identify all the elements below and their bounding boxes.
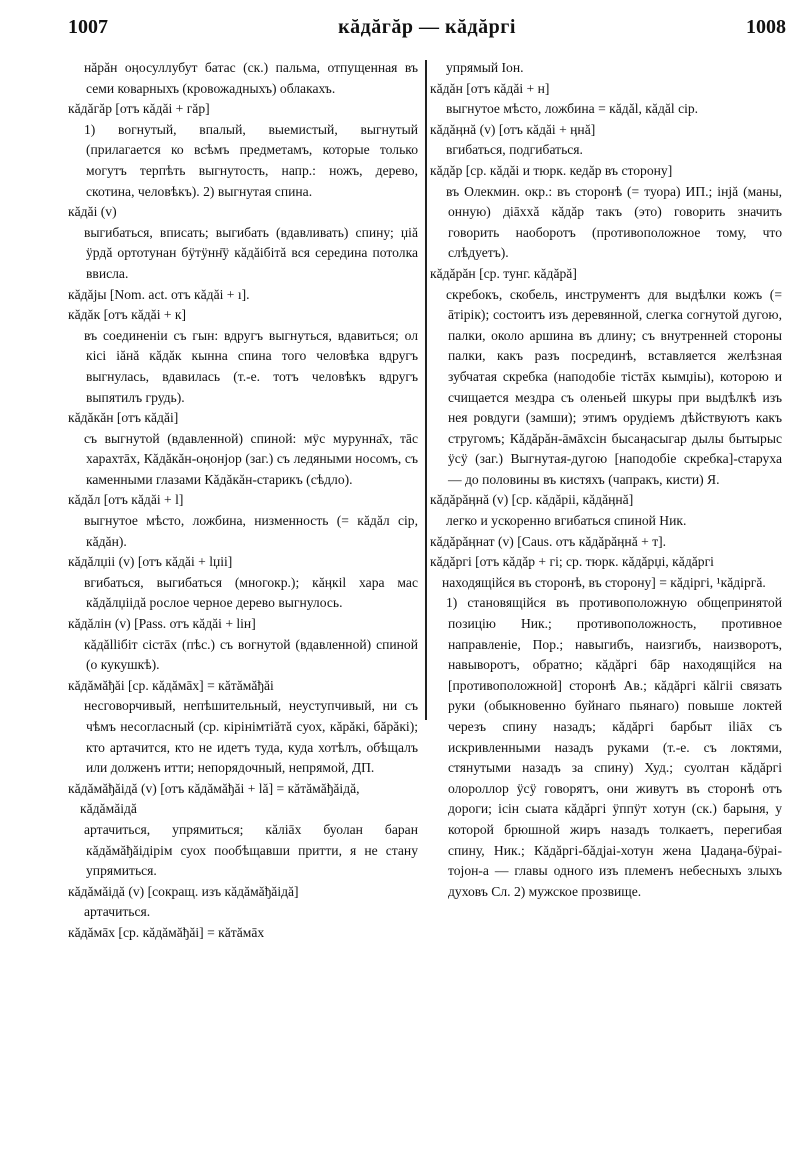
- entry-headword: кăдăрăӊнă (v) [ср. кăдăріі, кăдăӊнă]: [430, 492, 634, 508]
- entry-definition: вгибаться, подгибаться.: [446, 142, 583, 158]
- entry-definition: съ выгнутой (вдавленной) спиной: мÿс мурунна̄х, тāс харахтāх, Кăдăкăн-оӊонјор (заг.) съ ледяными носомъ, съ каменными глазами Кăдăкăн-старикъ (сѣдло).: [84, 430, 418, 487]
- dictionary-entry: [68, 490, 418, 552]
- entry-definition: 1) становящійся въ противоположную общепринятой позицію Ник.; противоположность, противное направленіе, Пор.; навыгибъ, наизгибъ, наизворотъ, навыворотъ, обратно; кăдăргі бāр находящійся на [противоположной] сторонѣ Ав.; кăдăргі кălгіі связать руки (обыкновенно буйнаго пьянаго) повыше локтей черезъ спину назадъ; кăдăргі барбыт іliāх съ искривленными назадъ руками (т.-е. съ локтями, стянутыми назадъ за спину) Худ.; суолтан кăдăргі олороллор ÿсÿ говорятъ, они живутъ въ сторонѣ отъ дороги; ісін сыата кăдăргі ÿппÿт хотун (ск.) барыня, у которой брюшной жиръ назадъ толкаетъ, перегибая спину, Ник.; Кăдăргі-бăдjaі-хотун жена Џадаӊа-бÿраі-тојон-а — главы одного изъ племенъ небесныхъ злыхъ духовъ Сл. 2) мужское прозвище.: [446, 595, 782, 899]
- entry-headword: кăдăн [отъ кăдăі + н]: [430, 80, 550, 96]
- dictionary-entry: [430, 532, 782, 553]
- entry-definition: упрямый Іон.: [446, 60, 524, 75]
- running-title: кăдăгăр — кăдăргі: [338, 16, 516, 38]
- dictionary-entry: [68, 779, 418, 882]
- left-column: [68, 58, 418, 944]
- entry-definition: вгибаться, выгибаться (многокр.); кăӊкіl хара мас кăдăлџіідă рослое черное дерево выгнулось.: [84, 574, 418, 611]
- dictionary-entry: [68, 285, 418, 306]
- entry-headword: кăдăмāх [ср. кăдăмăђăі] = кăтăмāх: [68, 924, 265, 940]
- entry-headword: кăдăкăн [отъ кăдăі]: [68, 410, 179, 426]
- entry-definition: несговорчивый, непѣшительный, неуступчивый, ни съ чѣмъ несогласный (ср. кірінімтіăтă суох, кăрăкі, бăрăкі); кто артачится, кто не идетъ туда, куда хотѣлъ, обѣщалъ или долженъ итти; непорядочный, непрямой, ДП.: [84, 698, 418, 776]
- entry-headword: кăдăргі [отъ кăдăр + гі; ср. тюрк. кăдăрџі, кăдăргі находящійся въ сторонѣ, въ сторону] = кăдіргі, ¹кăдіргă.: [430, 554, 766, 590]
- entry-headword: кăдăмăђăі [ср. кăдăмāх] = кăтăмăђăі: [68, 677, 274, 693]
- entry-definition: артачиться.: [84, 904, 151, 920]
- dictionary-entry: [68, 552, 418, 614]
- page-number-right: 1008: [746, 16, 786, 38]
- entry-headword: кăдăл [отъ кăдăі + l]: [68, 492, 184, 508]
- dictionary-entry: [68, 58, 418, 99]
- entry-headword: кăдăмăідă (v) [сокращ. изъ кăдăмăђăідă]: [68, 883, 299, 899]
- dictionary-entry: [430, 552, 782, 902]
- dictionary-entry: [68, 99, 418, 202]
- entry-definition: выгибаться, вписать; выгибать (вдавливать) спину; џіă ÿрдă ортотунан бÿтÿнн̄ÿ кăдăібітă вся середина потолка ввисла.: [84, 224, 418, 281]
- entry-headword: кăдăӊнă (v) [отъ кăдăі + ӊнă]: [430, 121, 596, 137]
- entry-definition: нăрăн оӊосуллубут батас (ск.) пальма, отпущенная въ семи коварныхъ (кровожадныхъ) облакахъ.: [84, 60, 418, 96]
- entry-headword: кăдăі (v): [68, 204, 117, 220]
- entry-definition: въ Олекмин. окр.: въ сторонѣ (= туора) ИП.; інјă (маны, онную) дiāххă кăдăр такъ (это) говорить значить говорить наоборотъ (противоположное тому, что слѣдуетъ).: [446, 183, 782, 261]
- right-column: [430, 58, 782, 902]
- entry-headword: кăдăр [ср. кăдăі и тюрк. кедăр въ сторону]: [430, 162, 673, 178]
- dictionary-entry: [68, 882, 418, 923]
- entry-definition: въ соединеніи съ гын: вдругъ выгнуться, вдавиться; ол кісі іăнă кăдăк кынна спина того человѣка вдругъ выгнулась, вдавилась (т.-е. тотъ человѣкъ вдругъ выпятилъ грудь).: [84, 327, 418, 405]
- dictionary-entry: [430, 490, 782, 531]
- dictionary-entry: [68, 676, 418, 779]
- entry-headword: кăдăлін (v) [Pass. отъ кăдăі + lін]: [68, 616, 256, 632]
- entry-definition: выгнутое мѣсто, ложбина, низменность (= кăдăл сір, кăдăн).: [84, 513, 418, 549]
- dictionary-entry: [430, 161, 782, 264]
- entry-headword: кăдăрăн [ср. тунг. кăдăрă]: [430, 265, 577, 281]
- entry-definition: легко и ускоренно вгибаться спиной Ник.: [446, 513, 687, 529]
- dictionary-entry: [68, 923, 418, 944]
- dictionary-entry: [430, 79, 782, 120]
- dictionary-entry: [68, 614, 418, 676]
- entry-headword: кăдăгăр [отъ кăдăі + гăр]: [68, 101, 210, 117]
- entry-definition: скребокъ, скобель, инструментъ для выдѣлки кожъ (= āтірік); состоитъ изъ деревянной, слегка согнутой дугою, палки, около аршина въ длину; съ внутренней стороны палки, какъ разъ посрединѣ, вставляется желѣзная зубчатая скребка (наподобіе тiстāх кымџіы), которою и счищается мездра съ оленьей шкуры при выдѣлкѣ изъ нея ровдуги (замши); этимъ орудіемъ дѣйствуютъ какъ стругомъ; Кăдăрăн-āмāхсін бысаӊасыгар дылы бытырыс ÿсÿ (заг.) Выгнутая-дугою [наподобіе скребка]-старуха — до половины въ кистяхъ (чапракъ, кисти) Я.: [446, 286, 782, 487]
- dictionary-entry: [68, 305, 418, 408]
- page-header: [68, 12, 786, 42]
- entry-definition: 1) вогнутый, впалый, выемистый, выгнутый (прилагается ко всѣмъ предметамъ, которые только могутъ терпѣть выгнутость, напр.: ножъ, дерево, скотина, человѣкъ). 2) выгнутая спина.: [84, 121, 418, 199]
- entry-headword: кăдăjы [Nom. act. отъ кăдăі + ı].: [68, 286, 250, 302]
- dictionary-entry: [68, 202, 418, 284]
- entry-definition: кăдăllібіт сістāх (пѣс.) съ вогнутой (вдавленной) спиной (о кукушкѣ).: [84, 636, 418, 673]
- entry-definition: артачиться, упрямиться; кăлiāх буолан баран кăдăмăђăідірім суох пообѣщавши притти, я не стану упрямиться.: [84, 821, 418, 879]
- entry-headword: кăдăмăђăідă (v) [отъ кăдăмăђăі + lă] = кăтăмăђăідă, кăдăмăідă: [68, 780, 360, 817]
- dictionary-entry: [430, 58, 782, 79]
- dictionary-entry: [68, 408, 418, 490]
- dictionary-entry: [430, 264, 782, 491]
- page-number-left: 1007: [68, 16, 108, 38]
- entry-headword: кăдăрăӊнат (v) [Caus. отъ кăдăрăӊнă + т].: [430, 533, 667, 549]
- entry-headword: кăдăлџіі (v) [отъ кăдăі + lџіі]: [68, 554, 233, 570]
- entry-definition: выгнутое мѣсто, ложбина = кăдăl, кăдăl сір.: [446, 101, 699, 117]
- dictionary-entry: [430, 120, 782, 161]
- column-divider: [425, 60, 427, 720]
- entry-headword: кăдăк [отъ кăдăі + к]: [68, 307, 187, 323]
